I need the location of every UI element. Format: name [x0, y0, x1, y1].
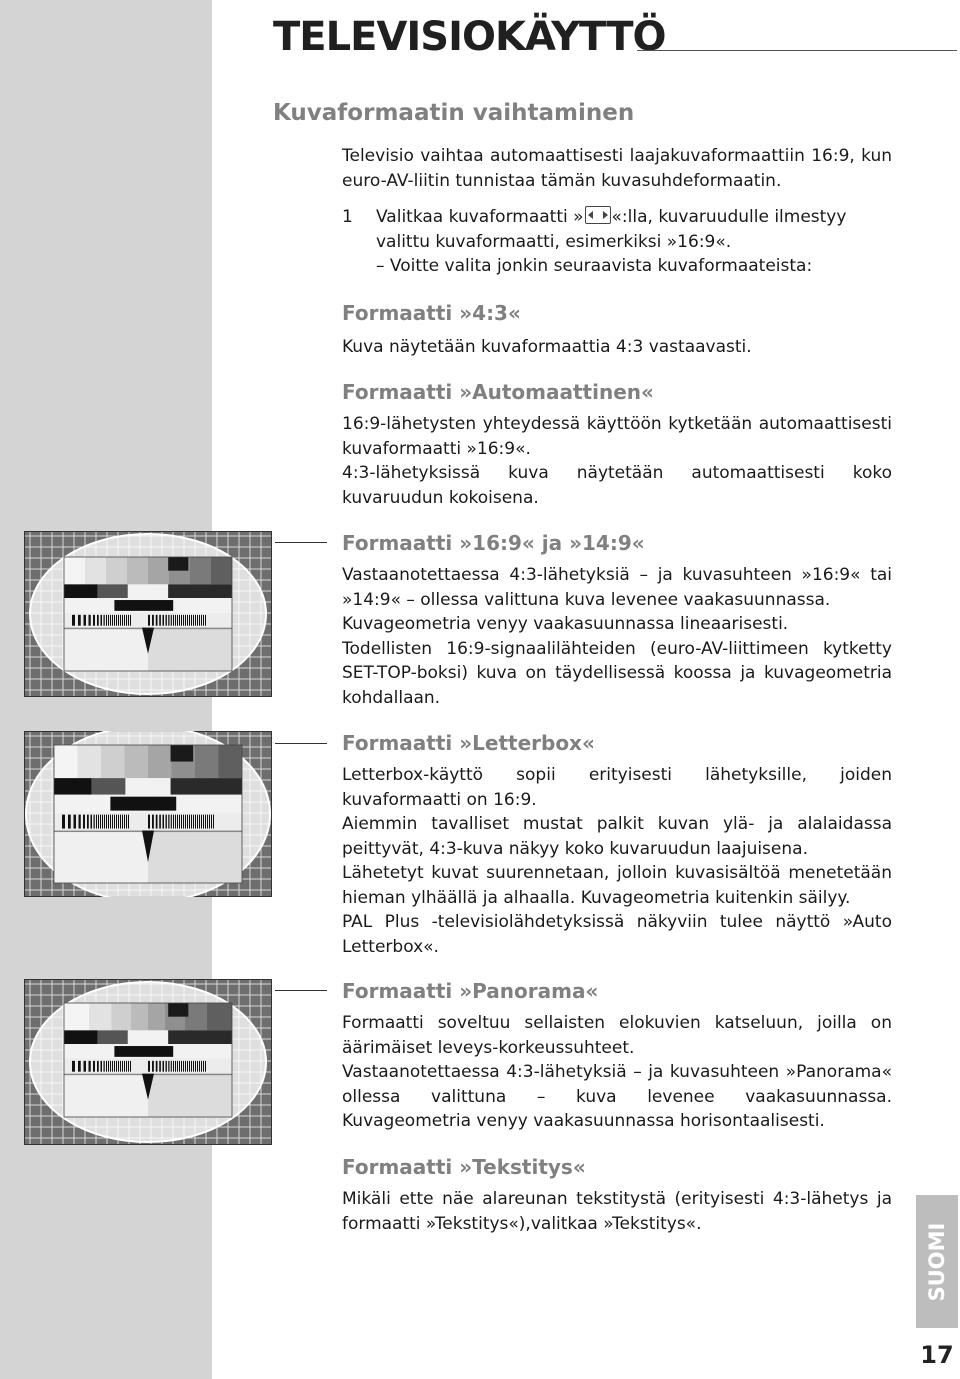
paragraph: Kuva näytetään kuvaformaattia 4:3 vastaavasti.	[342, 337, 752, 357]
heading-format-auto: Formaatti »Automaattinen«	[342, 380, 654, 404]
section-format-panorama	[342, 978, 892, 1134]
paragraph: Vastaanotettaessa 4:3-lähetyksiä – ja kuvasuhteen »16:9« tai »14:9« – ollessa valittuna kuva levenee vaakasuunnassa.	[342, 565, 892, 610]
paragraph: Vastaanotettaessa 4:3-lähetyksiä – ja kuvasuhteen »Panorama« ollessa valittuna – kuva levenee vaakasuunnassa. Kuvageometria venyy vaakasuunnassa horisontaalisesti.	[342, 1062, 892, 1131]
paragraph: Mikäli ette näe alareunan tekstitystä (erityisesti 4:3-lähetys ja formaatti »Tekstitys«),valitkaa »Tekstitys«.	[342, 1189, 892, 1234]
section-title: Kuvaformaatin vaihtaminen	[273, 100, 635, 126]
step-1-text-b: «:lla, kuvaruudulle ilmestyy valittu kuvaformaatti, esimerkiksi »16:9«.	[376, 207, 847, 252]
step-1-note: – Voitte valita jonkin seuraavista kuvaformaateista:	[376, 256, 813, 276]
heading-format-subtitles: Formaatti »Tekstitys«	[342, 1155, 586, 1179]
test-pattern-16-9-image	[24, 531, 272, 697]
intro-paragraph: Televisio vaihtaa automaattisesti laajakuvaformaattiin 16:9, kun euro-AV-liitin tunnistaa tämän kuvasuhdeformaatin.	[342, 146, 892, 191]
section-format-subtitles	[342, 1154, 892, 1236]
test-pattern-panorama-image	[24, 979, 272, 1145]
connector-line	[275, 542, 327, 543]
heading-format-panorama: Formaatti »Panorama«	[342, 979, 599, 1003]
page-title: TELEVISIOKÄYTTÖ	[273, 14, 666, 60]
step-number: 1	[342, 207, 353, 227]
paragraph: Aiemmin tavalliset mustat palkit kuvan ylä- ja alalaidassa peittyvät, 4:3-kuva näkyy koko kuvaruudun laajuisena.	[342, 814, 892, 859]
language-label: SUOMI	[925, 1222, 949, 1301]
paragraph: Letterbox-käyttö sopii erityisesti lähetyksille, joiden kuvaformaatti on 16:9.	[342, 765, 892, 810]
section-format-auto	[342, 379, 892, 510]
connector-line	[275, 743, 327, 744]
step-1-text-a: Valitkaa kuvaformaatti »	[376, 207, 584, 227]
heading-format-letterbox: Formaatti »Letterbox«	[342, 731, 595, 755]
title-rule	[637, 50, 957, 51]
paragraph: Formaatti soveltuu sellaisten elokuvien katseluun, joilla on äärimäiset leveys-korkeussuhteet.	[342, 1013, 892, 1058]
paragraph: 16:9-lähetysten yhteydessä käyttöön kytketään automaattisesti kuvaformaatti »16:9«.	[342, 414, 892, 459]
section-format-16-9	[342, 530, 892, 710]
section-format-letterbox	[342, 730, 892, 959]
step-1	[342, 205, 892, 279]
paragraph: Todellisten 16:9-signaalilähteiden (euro-AV-liittimeen kytketty SET-TOP-boksi) kuva on täydellisessä koossa ja kuvageometria kohdallaan.	[342, 638, 892, 708]
step-1-text	[376, 205, 892, 254]
heading-format-16-9: Formaatti »16:9« ja »14:9«	[342, 531, 645, 555]
language-tab	[916, 1195, 958, 1328]
intro-block	[342, 144, 892, 279]
format-button-icon	[585, 206, 611, 224]
test-pattern-letterbox-image	[24, 731, 272, 897]
heading-format-4-3: Formaatti »4:3«	[342, 301, 521, 325]
section-format-4-3	[342, 300, 892, 360]
paragraph: 4:3-lähetyksissä kuva näytetään automaattisesti koko kuvaruudun kokoisena.	[342, 463, 892, 508]
paragraph: Lähetetyt kuvat suurennetaan, jolloin kuvasisältöä menetetään hieman ylhäällä ja alhaalla. Kuvageometria kuitenkin säilyy.	[342, 863, 892, 908]
connector-line	[275, 990, 327, 991]
page-number: 17	[916, 1333, 958, 1377]
paragraph: PAL Plus -televisiolähdetyksissä näkyviin tulee näyttö »Auto Letterbox«.	[342, 912, 892, 957]
paragraph: Kuvageometria venyy vaakasuunnassa lineaarisesti.	[342, 614, 789, 634]
